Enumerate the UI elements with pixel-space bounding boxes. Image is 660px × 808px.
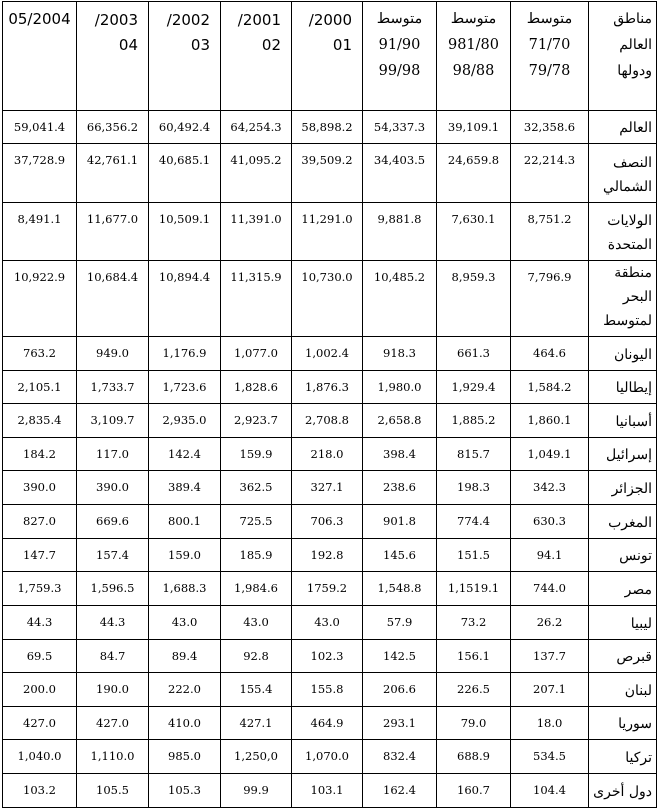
table-cell: 137.7: [511, 640, 589, 673]
table-cell: 949.0: [77, 337, 149, 371]
table-cell: 398.4: [363, 438, 437, 471]
table-cell: 1,984.6: [221, 572, 292, 606]
table-row: [3, 471, 657, 505]
table-row: [3, 640, 657, 673]
table-cell: 7,630.1: [437, 203, 511, 261]
table-cell: 39,109.1: [437, 111, 511, 144]
table-cell: 1,049.1: [511, 438, 589, 471]
table-cell: 142.4: [149, 438, 221, 471]
table-cell: 669.6: [77, 505, 149, 539]
table-cell: 79.0: [437, 707, 511, 740]
table-cell: 725.5: [221, 505, 292, 539]
table-cell: 10,509.1: [149, 203, 221, 261]
table-cell: 427.1: [221, 707, 292, 740]
table-cell: 157.4: [77, 539, 149, 572]
table-cell: 1,110.0: [77, 740, 149, 774]
table-cell: 58,898.2: [292, 111, 363, 144]
table-cell: 901.8: [363, 505, 437, 539]
table-cell: 342.3: [511, 471, 589, 505]
column-header: متوسط 91/90 99/98: [363, 2, 437, 111]
table-cell: 2,708.8: [292, 404, 363, 438]
table-cell: 1,759.3: [3, 572, 77, 606]
table-cell: 2,658.8: [363, 404, 437, 438]
table-cell: 985.0: [149, 740, 221, 774]
table-cell: 327.1: [292, 471, 363, 505]
region-name: إسرائيل: [589, 438, 657, 471]
table-cell: 1,980.0: [363, 371, 437, 404]
table-row: [3, 707, 657, 740]
table-cell: 160.7: [437, 774, 511, 808]
table-cell: 8,959.3: [437, 261, 511, 337]
table-cell: 41,095.2: [221, 144, 292, 203]
table-row: [3, 673, 657, 707]
table-cell: 103.2: [3, 774, 77, 808]
table-cell: 238.6: [363, 471, 437, 505]
table-row: [3, 203, 657, 261]
table-cell: 200.0: [3, 673, 77, 707]
table-cell: 155.4: [221, 673, 292, 707]
table-row: [3, 261, 657, 337]
table-cell: 9,881.8: [363, 203, 437, 261]
table-cell: 44.3: [3, 606, 77, 640]
table-cell: 1,885.2: [437, 404, 511, 438]
region-name: تركيا: [589, 740, 657, 774]
table-cell: 2,923.7: [221, 404, 292, 438]
column-header: /2003 04: [77, 2, 149, 111]
table-cell: 7,796.9: [511, 261, 589, 337]
table-cell: 1,733.7: [77, 371, 149, 404]
table-cell: 218.0: [292, 438, 363, 471]
table-cell: 11,315.9: [221, 261, 292, 337]
table-row: [3, 774, 657, 808]
table-cell: 104.4: [511, 774, 589, 808]
table-cell: 3,109.7: [77, 404, 149, 438]
table-cell: 43.0: [149, 606, 221, 640]
table-cell: 151.5: [437, 539, 511, 572]
region-name: مصر: [589, 572, 657, 606]
table-cell: 117.0: [77, 438, 149, 471]
table-cell: 66,356.2: [77, 111, 149, 144]
table-cell: 43.0: [292, 606, 363, 640]
region-name: سوريا: [589, 707, 657, 740]
table-cell: 10,485.2: [363, 261, 437, 337]
table-cell: 827.0: [3, 505, 77, 539]
table-cell: 145.6: [363, 539, 437, 572]
table-cell: 64,254.3: [221, 111, 292, 144]
table-cell: 184.2: [3, 438, 77, 471]
table-cell: 102.3: [292, 640, 363, 673]
table-row: [3, 505, 657, 539]
table-row: [3, 371, 657, 404]
table-cell: 630.3: [511, 505, 589, 539]
table-cell: 410.0: [149, 707, 221, 740]
table-cell: 26.2: [511, 606, 589, 640]
data-table: [2, 1, 657, 808]
table-cell: 32,358.6: [511, 111, 589, 144]
table-cell: 42,761.1: [77, 144, 149, 203]
table-cell: 362.5: [221, 471, 292, 505]
table-cell: 43.0: [221, 606, 292, 640]
table-cell: 159.9: [221, 438, 292, 471]
region-name: ليبيا: [589, 606, 657, 640]
table-cell: 2,835.4: [3, 404, 77, 438]
region-name: أسبانيا: [589, 404, 657, 438]
table-cell: 815.7: [437, 438, 511, 471]
table-cell: 390.0: [3, 471, 77, 505]
table-cell: 832.4: [363, 740, 437, 774]
table-cell: 464.6: [511, 337, 589, 371]
region-name: النصف الشمالي: [589, 144, 657, 203]
table-cell: 2,935.0: [149, 404, 221, 438]
table-cell: 44.3: [77, 606, 149, 640]
table-cell: 207.1: [511, 673, 589, 707]
table-cell: 40,685.1: [149, 144, 221, 203]
table-cell: 103.1: [292, 774, 363, 808]
table-row: [3, 606, 657, 640]
table-cell: 1,548.8: [363, 572, 437, 606]
table-row: [3, 740, 657, 774]
table-cell: 1,1519.1: [437, 572, 511, 606]
table-cell: 206.6: [363, 673, 437, 707]
table-cell: 190.0: [77, 673, 149, 707]
table-row: [3, 144, 657, 203]
table-cell: 1,929.4: [437, 371, 511, 404]
table-cell: 1,688.3: [149, 572, 221, 606]
table-cell: 94.1: [511, 539, 589, 572]
table-cell: 54,337.3: [363, 111, 437, 144]
table-cell: 390.0: [77, 471, 149, 505]
region-name: المغرب: [589, 505, 657, 539]
column-header: 05/2004: [3, 2, 77, 111]
table-cell: 34,403.5: [363, 144, 437, 203]
table-cell: 688.9: [437, 740, 511, 774]
table-cell: 8,751.2: [511, 203, 589, 261]
table-cell: 918.3: [363, 337, 437, 371]
region-name: دول أخرى: [589, 774, 657, 808]
table-cell: 1,077.0: [221, 337, 292, 371]
table-cell: 661.3: [437, 337, 511, 371]
table-cell: 534.5: [511, 740, 589, 774]
table-cell: 464.9: [292, 707, 363, 740]
table-cell: 1,723.6: [149, 371, 221, 404]
region-name: لبنان: [589, 673, 657, 707]
table-cell: 192.8: [292, 539, 363, 572]
table-cell: 99.9: [221, 774, 292, 808]
column-header: متوسط 71/70 79/78: [511, 2, 589, 111]
table-cell: 147.7: [3, 539, 77, 572]
table-cell: 156.1: [437, 640, 511, 673]
table-cell: 39,509.2: [292, 144, 363, 203]
table-cell: 142.5: [363, 640, 437, 673]
table-cell: 18.0: [511, 707, 589, 740]
table-cell: 92.8: [221, 640, 292, 673]
table-cell: 293.1: [363, 707, 437, 740]
table-cell: 37,728.9: [3, 144, 77, 203]
table-cell: 84.7: [77, 640, 149, 673]
table-cell: 57.9: [363, 606, 437, 640]
column-header: مناطق العالم ودولها: [589, 2, 657, 111]
table-cell: 105.3: [149, 774, 221, 808]
table-cell: 1,040.0: [3, 740, 77, 774]
table-cell: 89.4: [149, 640, 221, 673]
table-cell: 744.0: [511, 572, 589, 606]
table-cell: 24,659.8: [437, 144, 511, 203]
table-cell: 1759.2: [292, 572, 363, 606]
table-cell: 11,391.0: [221, 203, 292, 261]
region-name: منطقة البحر لمتوسط: [589, 261, 657, 337]
column-header: /2000 01: [292, 2, 363, 111]
table-row: [3, 337, 657, 371]
table-cell: 706.3: [292, 505, 363, 539]
table-cell: 155.8: [292, 673, 363, 707]
table-cell: 1,070.0: [292, 740, 363, 774]
column-header: /2001 02: [221, 2, 292, 111]
table-cell: 22,214.3: [511, 144, 589, 203]
table-cell: 1,828.6: [221, 371, 292, 404]
table-cell: 162.4: [363, 774, 437, 808]
table-row: [3, 111, 657, 144]
table-cell: 1,876.3: [292, 371, 363, 404]
region-name: إيطاليا: [589, 371, 657, 404]
table-cell: 69.5: [3, 640, 77, 673]
table-row: [3, 404, 657, 438]
column-header: /2002 03: [149, 2, 221, 111]
table-row: [3, 438, 657, 471]
table-cell: 11,677.0: [77, 203, 149, 261]
table-cell: 8,491.1: [3, 203, 77, 261]
table-cell: 226.5: [437, 673, 511, 707]
region-name: العالم: [589, 111, 657, 144]
table-cell: 10,894.4: [149, 261, 221, 337]
region-name: الجزائر: [589, 471, 657, 505]
table-cell: 198.3: [437, 471, 511, 505]
table-row: [3, 539, 657, 572]
table-cell: 73.2: [437, 606, 511, 640]
table-cell: 800.1: [149, 505, 221, 539]
table-cell: 1,860.1: [511, 404, 589, 438]
table-cell: 10,684.4: [77, 261, 149, 337]
table-cell: 1,002.4: [292, 337, 363, 371]
table-cell: 10,922.9: [3, 261, 77, 337]
table-row: [3, 572, 657, 606]
table-cell: 60,492.4: [149, 111, 221, 144]
region-name: الولايات المتحدة: [589, 203, 657, 261]
table-cell: 159.0: [149, 539, 221, 572]
table-cell: 763.2: [3, 337, 77, 371]
table-cell: 222.0: [149, 673, 221, 707]
table-cell: 389.4: [149, 471, 221, 505]
table-cell: 105.5: [77, 774, 149, 808]
column-header: متوسط 981/80 98/88: [437, 2, 511, 111]
table-cell: 1,176.9: [149, 337, 221, 371]
table-cell: 427.0: [3, 707, 77, 740]
table-cell: 1,584.2: [511, 371, 589, 404]
table-cell: 185.9: [221, 539, 292, 572]
table-cell: 59,041.4: [3, 111, 77, 144]
region-name: قبرص: [589, 640, 657, 673]
table-cell: 2,105.1: [3, 371, 77, 404]
table-cell: 1,596.5: [77, 572, 149, 606]
table-cell: 1,250,0: [221, 740, 292, 774]
table-cell: 10,730.0: [292, 261, 363, 337]
table-cell: 11,291.0: [292, 203, 363, 261]
header-row: [3, 2, 657, 111]
table-cell: 774.4: [437, 505, 511, 539]
table-cell: 427.0: [77, 707, 149, 740]
region-name: اليونان: [589, 337, 657, 371]
region-name: تونس: [589, 539, 657, 572]
